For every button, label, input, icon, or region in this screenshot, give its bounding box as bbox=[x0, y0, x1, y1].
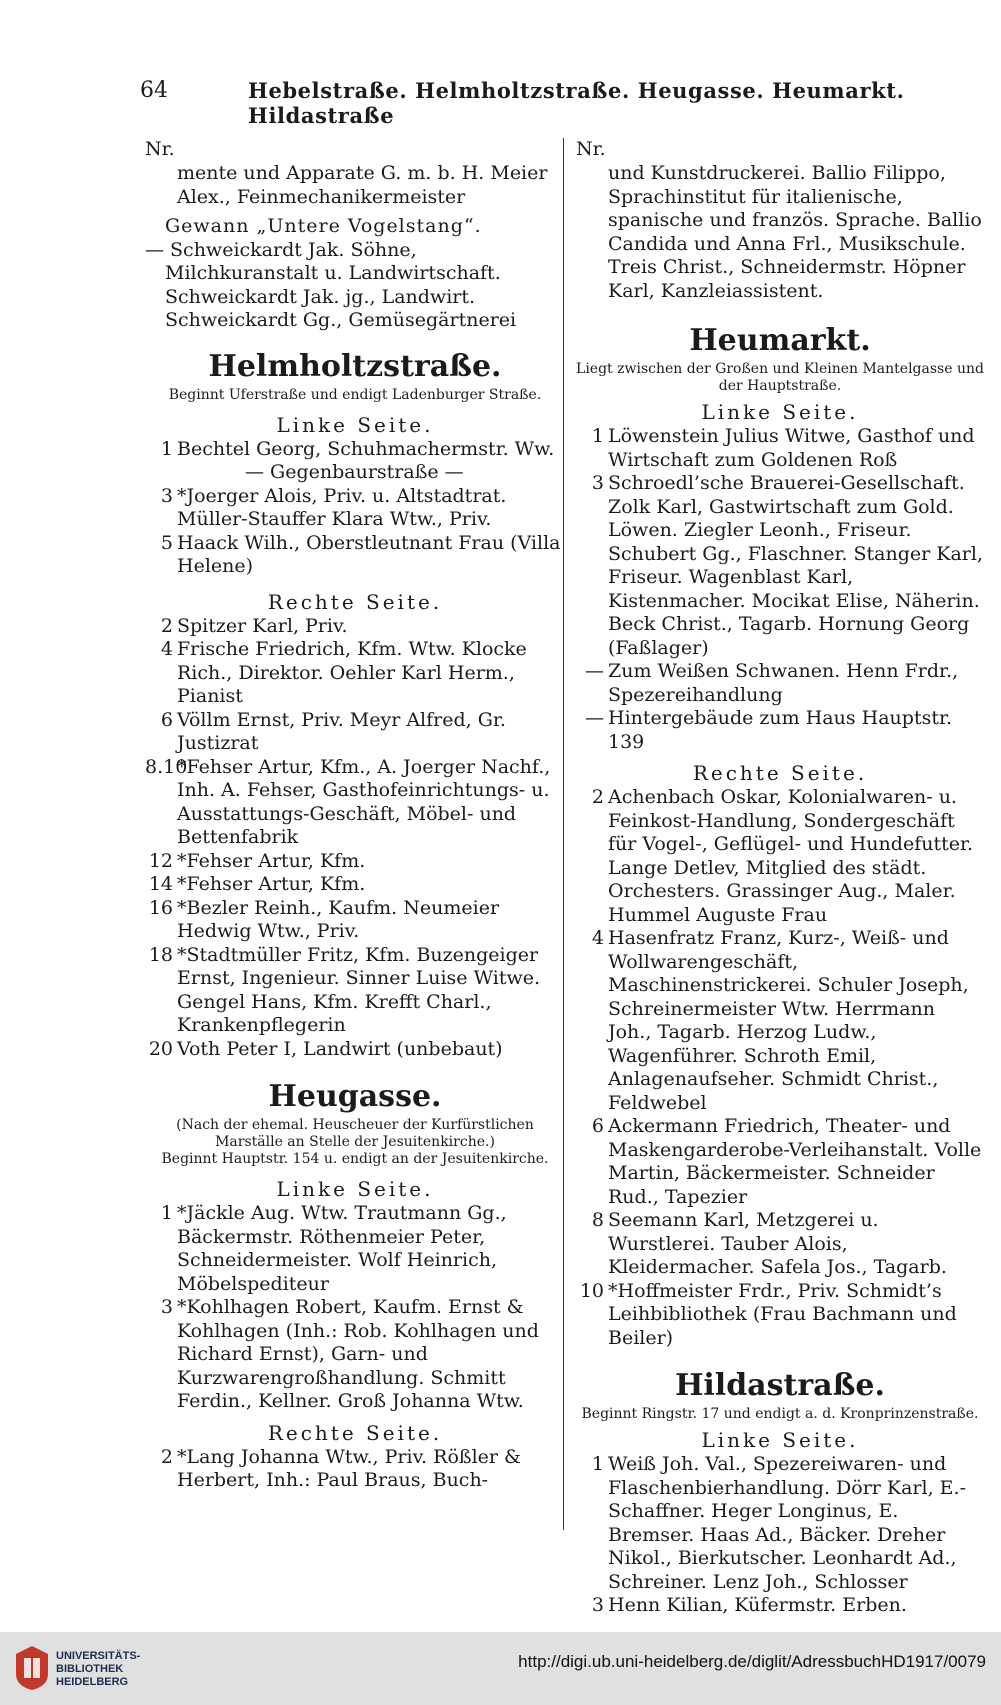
side-heading-right: Rechte Seite. bbox=[267, 589, 443, 614]
list-item bbox=[576, 1115, 984, 1209]
list-item bbox=[145, 532, 565, 579]
list-item bbox=[576, 425, 984, 472]
entry-text: Voth Peter I, Landwirt (unbebaut) bbox=[177, 1037, 503, 1060]
continued-entry: und Kunstdruckerei. Ballio Filippo, Sprachinstitut für italienische, spanische und französ. Sprache. Ballio Candida und Anna Frl., Musikschule. Treis Christ., Schneidermstr. Höpner Karl, Kanzleiassistent. bbox=[608, 162, 982, 302]
entry-text: Hintergebäude zum Haus Hauptstr. 139 bbox=[608, 707, 953, 753]
entry-text: *Fehser Artur, Kfm. bbox=[177, 873, 366, 895]
house-number: 6 bbox=[160, 708, 173, 731]
entry-text: Seemann Karl, Metzgerei u. Wurstlerei. Tauber Alois, Kleidermacher. Safela Jos., Tagarb. bbox=[608, 1209, 947, 1278]
entry-text: Völlm Ernst, Priv. Meyr Alfred, Gr. Justizrat bbox=[177, 708, 506, 754]
entry-text: *Bezler Reinh., Kaufm. Neumeier Hedwig Wtw., Priv. bbox=[177, 896, 500, 942]
street-subtitle: Liegt zwischen der Großen und Kleinen Mantelgasse und der Hauptstraße. bbox=[576, 361, 984, 394]
house-number: 10 bbox=[579, 1279, 604, 1302]
list-item bbox=[576, 1453, 984, 1594]
list-item bbox=[576, 1209, 984, 1280]
list-item bbox=[145, 850, 565, 874]
entry-text: *Kohlhagen Robert, Kaufm. Ernst & Kohlhagen (Inh.: Rob. Kohlhagen und Richard Ernst), Garn- und Kurzwarengroßhandlung. Schmitt Ferdin., Kellner. Groß Johanna Wtw. bbox=[177, 1296, 539, 1412]
entry-text: Achenbach Oskar, Kolonialwaren- u. Feinkost-Handlung, Sondergeschäft für Vogel-, Geflügel- und Hundefutter. Lange Detlev, Mitglied des städt. Orchesters. Grassinger Aug., Maler. Hummel Auguste Frau bbox=[608, 786, 974, 926]
house-number: — bbox=[585, 660, 604, 682]
house-number: 3 bbox=[160, 1296, 173, 1318]
house-number: 8 bbox=[591, 1209, 604, 1231]
source-link[interactable]: http://digi.ub.uni-heidelberg.de/diglit/AdressbuchHD1917/0079 bbox=[518, 1652, 986, 1671]
house-number: 12 bbox=[148, 849, 173, 872]
list-item bbox=[145, 615, 565, 639]
house-number: 3 bbox=[160, 484, 173, 507]
side-heading-left: Linke Seite. bbox=[701, 400, 859, 424]
house-number: 1 bbox=[591, 425, 604, 447]
entry-text: Ackermann Friedrich, Theater- und Maskengarderobe-Verleihanstalt. Volle Martin, Bäckermeister. Schneider Rud., Tapezier bbox=[608, 1115, 982, 1208]
running-title: Hebelstraße. Helmholtzstraße. Heugasse. Heumarkt. Hildastraße bbox=[248, 78, 905, 128]
list-item bbox=[145, 709, 565, 756]
side-heading-left: Linke Seite. bbox=[701, 1428, 859, 1452]
house-number: 1 bbox=[160, 437, 173, 460]
entry-text: Frische Friedrich, Kfm. Wtw. Klocke Rich., Direktor. Oehler Karl Herm., Pianist bbox=[177, 638, 527, 707]
list-item bbox=[145, 461, 565, 485]
house-number: 20 bbox=[148, 1037, 173, 1060]
house-number: — bbox=[585, 707, 604, 729]
side-heading-left: Linke Seite. bbox=[276, 1177, 434, 1201]
gewann-title: Gewann „Untere Vogelstang“. bbox=[165, 215, 482, 237]
entry-text: Weiß Joh. Val., Spezereiwaren- und Flaschenbierhandlung. Dörr Karl, E.-Schaffner. Heger Longinus, E. Bremser. Haas Ad., Bäcker. Dreher Nikol., Bierkutscher. Leonhardt Ad., Schreiner. Lenz Joh., Schlosser bbox=[608, 1453, 966, 1593]
list-item bbox=[145, 485, 565, 532]
left-column bbox=[145, 138, 565, 1493]
entry-text: Löwenstein Julius Witwe, Gasthof und Wirtschaft zum Goldenen Roß bbox=[608, 425, 975, 471]
list-item bbox=[145, 1296, 565, 1414]
list-item bbox=[576, 707, 984, 754]
footer-bar bbox=[0, 1632, 1001, 1705]
page-number: 64 bbox=[140, 78, 168, 103]
entry-text: Hasenfratz Franz, Kurz-, Weiß- und Wollwarengeschäft, Maschinenstrickerei. Schuler Joseph, Schreinermeister Wtw. Herrmann Joh., Tagarb. Herzog Ludw., Wagenführer. Schroth Emil, Anlagenaufseher. Schmidt Christ., Feldwebel bbox=[608, 927, 969, 1114]
house-number: 14 bbox=[148, 873, 173, 895]
continued-entry: mente und Apparate G. m. b. H. Meier Alex., Feinmechanikermeister bbox=[177, 162, 548, 208]
nr-label: Nr. bbox=[145, 138, 175, 160]
entry-text: Zum Weißen Schwanen. Henn Frdr., Spezereihandlung bbox=[608, 660, 959, 706]
side-heading-right: Rechte Seite. bbox=[692, 761, 868, 785]
side-heading-right: Rechte Seite. bbox=[267, 1420, 443, 1445]
house-number: 18 bbox=[148, 943, 173, 966]
entry-text: *Stadtmüller Fritz, Kfm. Buzengeiger Ernst, Ingenieur. Sinner Luise Witwe. Gengel Hans, Kfm. Krefft Charl., Krankenpflegerin bbox=[177, 943, 541, 1036]
house-number: 2 bbox=[160, 614, 173, 637]
library-name: UNIVERSITÄTS- BIBLIOTHEK HEIDELBERG bbox=[56, 1650, 141, 1688]
entry-text: *Fehser Artur, Kfm., A. Joerger Nachf., Inh. A. Fehser, Gasthofeinrichtungs- u. Ausstattungs-Geschäft, Möbel- und Bettenfabrik bbox=[177, 755, 551, 848]
house-number: 3 bbox=[591, 1594, 604, 1616]
list-item bbox=[576, 786, 984, 927]
list-item bbox=[145, 1446, 565, 1493]
house-number: 2 bbox=[160, 1445, 173, 1468]
side-heading-left: Linke Seite. bbox=[276, 412, 434, 437]
page-header bbox=[140, 78, 911, 128]
house-number: 8.10 bbox=[145, 755, 188, 778]
right-column bbox=[576, 138, 984, 1618]
entry-text: *Hoffmeister Frdr., Priv. Schmidt’s Leihbibliothek (Frau Bachmann und Beiler) bbox=[608, 1279, 957, 1349]
entry-text: *Lang Johanna Wtw., Priv. Rößler & Herbert, Inh.: Paul Braus, Buch- bbox=[177, 1445, 521, 1491]
entry-text: *Fehser Artur, Kfm. bbox=[177, 849, 366, 872]
entry-text: Spitzer Karl, Priv. bbox=[177, 614, 348, 637]
list-item bbox=[145, 1038, 565, 1062]
street-title-heumarkt: Heumarkt. bbox=[689, 323, 871, 358]
list-item bbox=[145, 1202, 565, 1296]
street-subtitle: (Nach der ehemal. Heuscheuer der Kurfürstlichen Marställe an Stelle der Jesuitenkirche.) bbox=[176, 1117, 534, 1150]
gewann-entry: — Schweickardt Jak. Söhne, Milchkuranstalt u. Landwirtschaft. Schweickardt Jak. jg., Landwirt. Schweickardt Gg., Gemüsegärtnerei bbox=[145, 238, 517, 331]
street-title-hildastrasse: Hildastraße. bbox=[675, 1368, 885, 1403]
house-number: 4 bbox=[160, 638, 173, 660]
street-title-heugasse: Heugasse. bbox=[268, 1079, 442, 1114]
list-item bbox=[145, 438, 565, 462]
nr-label: Nr. bbox=[576, 138, 606, 160]
street-subtitle: Beginnt Uferstraße und endigt Ladenburger Straße. bbox=[168, 386, 542, 403]
list-item bbox=[145, 638, 565, 709]
entry-text: *Joerger Alois, Priv. u. Altstadtrat. Müller-Stauffer Klara Wtw., Priv. bbox=[177, 484, 507, 530]
list-item bbox=[576, 660, 984, 707]
entry-text: Bechtel Georg, Schuhmachermstr. Ww. bbox=[177, 437, 555, 460]
list-item bbox=[145, 897, 565, 944]
house-number: 2 bbox=[591, 786, 604, 808]
list-item bbox=[145, 873, 565, 897]
house-number: 4 bbox=[591, 927, 604, 949]
list-item bbox=[576, 1280, 984, 1351]
list-item bbox=[145, 944, 565, 1038]
house-number: 1 bbox=[160, 1202, 173, 1224]
entry-text: Henn Kilian, Küfermstr. Erben. bbox=[608, 1594, 907, 1616]
house-number: 16 bbox=[148, 896, 173, 919]
entry-text: *Jäckle Aug. Wtw. Trautmann Gg., Bäckermstr. Röthenmeier Peter, Schneidermeister. Wolf Heinrich, Möbelspediteur bbox=[177, 1202, 507, 1295]
list-item bbox=[576, 927, 984, 1115]
list-item bbox=[576, 472, 984, 660]
street-subtitle: Beginnt Ringstr. 17 und endigt a. d. Kronprinzenstraße. bbox=[581, 1406, 979, 1422]
entry-text: — Gegenbaurstraße — bbox=[245, 461, 464, 483]
street-subtitle: Beginnt Hauptstr. 154 u. endigt an der Jesuitenkirche. bbox=[161, 1151, 549, 1167]
university-library-logo-icon bbox=[12, 1644, 52, 1692]
street-title-helmholtzstrasse: Helmholtzstraße. bbox=[208, 348, 502, 384]
list-item bbox=[576, 1594, 984, 1618]
house-number: 6 bbox=[591, 1115, 604, 1137]
house-number: 3 bbox=[591, 472, 604, 494]
entry-text: Schroedl’sche Brauerei-Gesellschaft. Zolk Karl, Gastwirtschaft zum Gold. Löwen. Ziegler Leonh., Friseur. Schubert Gg., Flaschner. Stanger Karl, Friseur. Wagenblast Karl, Kistenmacher. Mocikat Elise, Näherin. Beck Christ., Tagarb. Hornung Georg (Faßlager) bbox=[608, 472, 983, 659]
entry-text: Haack Wilh., Oberstleutnant Frau (Villa Helene) bbox=[177, 531, 561, 577]
house-number: 1 bbox=[591, 1453, 604, 1475]
list-item bbox=[145, 756, 565, 850]
house-number: 5 bbox=[160, 531, 173, 554]
